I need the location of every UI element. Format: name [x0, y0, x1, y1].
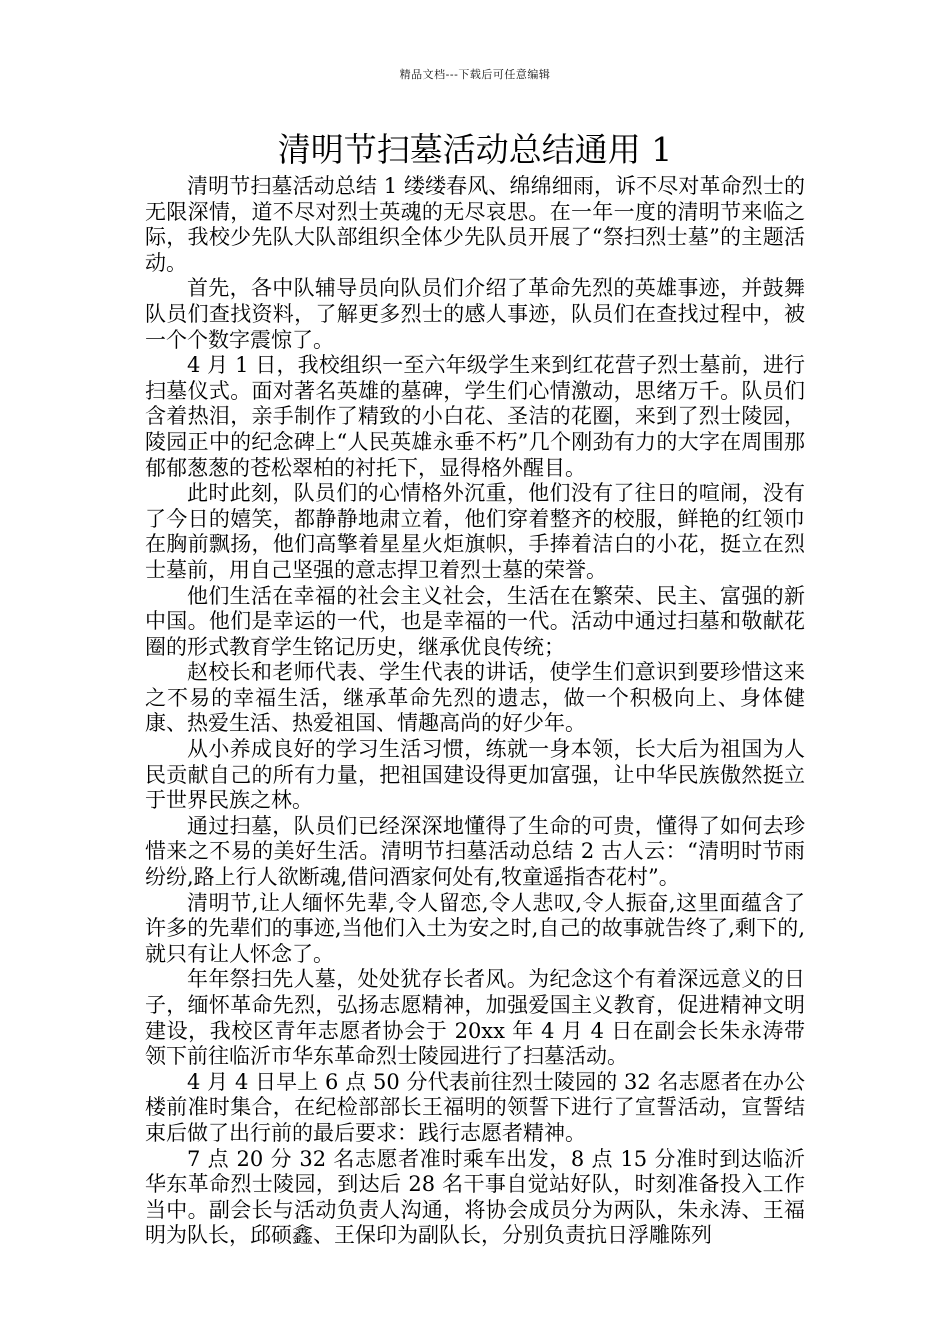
paragraph-6: 赵校长和老师代表、学生代表的讲话，使学生们意识到要珍惜这来之不易的幸福生活，继承革命先烈的遗志，做一个积极向上、身体健康、热爱生活、热爱祖国、情趣高尚的好少年。 — [145, 660, 805, 736]
paragraph-4: 此时此刻，队员们的心情格外沉重，他们没有了往日的喧闹，没有了今日的嬉笑，都静静地肃立着，他们穿着整齐的校服，鲜艳的红领巾在胸前飘扬，他们高擎着星星火炬旗帜，手捧着洁白的小花，挺立在烈士墓前，用自己坚强的意志捍卫着烈士墓的荣誉。 — [145, 481, 805, 582]
paragraph-9: 清明节,让人缅怀先辈,令人留恋,令人悲叹,令人振奋,这里面蕴含了许多的先辈们的事迹,当他们入土为安之时,自己的故事就告终了,剩下的,就只有让人怀念了。 — [145, 890, 805, 966]
paragraph-3: 4 月 1 日，我校组织一至六年级学生来到红花营子烈士墓前，进行扫墓仪式。面对著名英雄的墓碑，学生们心情激动，思绪万千。队员们含着热泪，亲手制作了精致的小白花、圣洁的花圈，来到了烈士陵园，陵园正中的纪念碑上“人民英雄永垂不朽”几个刚劲有力的大字在周围那郁郁葱葱的苍松翠柏的衬托下，显得格外醒目。 — [145, 353, 805, 480]
paragraph-2: 首先，各中队辅导员向队员们介绍了革命先烈的英雄事迹，并鼓舞队员们查找资料，了解更多烈士的感人事迹，队员们在查找过程中，被一个个数字震惊了。 — [145, 276, 805, 352]
paragraph-8: 通过扫墓，队员们已经深深地懂得了生命的可贵，懂得了如何去珍惜来之不易的美好生活。清明节扫墓活动总结 2 古人云：“清明时节雨纷纷,路上行人欲断魂,借问酒家何处有,牧童遥指杏花村”。 — [145, 813, 805, 890]
paragraph-12: 7 点 20 分 32 名志愿者准时乘车出发，8 点 15 分准时到达临沂华东革命烈士陵园，到达后 28 名干事自觉站好队，时刻准备投入工作当中。副会长与活动负责人沟通，将协会成员分为两队，朱永涛、王福明为队长，邱硕鑫、王保印为副队长，分别负责抗日浮雕陈列 — [145, 1146, 805, 1248]
paragraph-5: 他们生活在幸福的社会主义社会，生活在在繁荣、民主、富强的新中国。他们是幸运的一代，也是幸福的一代。活动中通过扫墓和敬献花圈的形式教育学生铭记历史，继承优良传统； — [145, 583, 805, 659]
document-title: 清明节扫墓活动总结通用 1 — [277, 130, 673, 169]
paragraph-7: 从小养成良好的学习生活习惯，练就一身本领，长大后为祖国为人民贡献自己的所有力量，把祖国建设得更加富强，让中华民族傲然挺立于世界民族之林。 — [145, 737, 805, 813]
paragraph-10: 年年祭扫先人墓，处处犹存长者风。为纪念这个有着深远意义的日子，缅怀革命先烈，弘扬志愿精神，加强爱国主义教育，促进精神文明建设，我校区青年志愿者协会于 20xx 年 4 月 4 日在副会长朱永涛带领下前往临沂市华东革命烈士陵园进行了扫墓活动。 — [145, 967, 805, 1069]
paragraph-1: 清明节扫墓活动总结 1 缕缕春风、绵绵细雨，诉不尽对革命烈士的无限深情，道不尽对烈士英魂的无尽哀思。在一年一度的清明节来临之际，我校少先队大队部组织全体少先队员开展了“祭扫烈士墓”的主题活动。 — [145, 174, 805, 275]
page-header-note: 精品文档---下载后可任意编辑 — [399, 68, 551, 81]
paragraph-11: 4 月 4 日早上 6 点 50 分代表前往烈士陵园的 32 名志愿者在办公楼前准时集合，在纪检部部长王福明的领誓下进行了宣誓活动，宣誓结束后做了出行前的最后要求：践行志愿者精神。 — [145, 1069, 805, 1145]
document-body — [145, 174, 805, 1249]
